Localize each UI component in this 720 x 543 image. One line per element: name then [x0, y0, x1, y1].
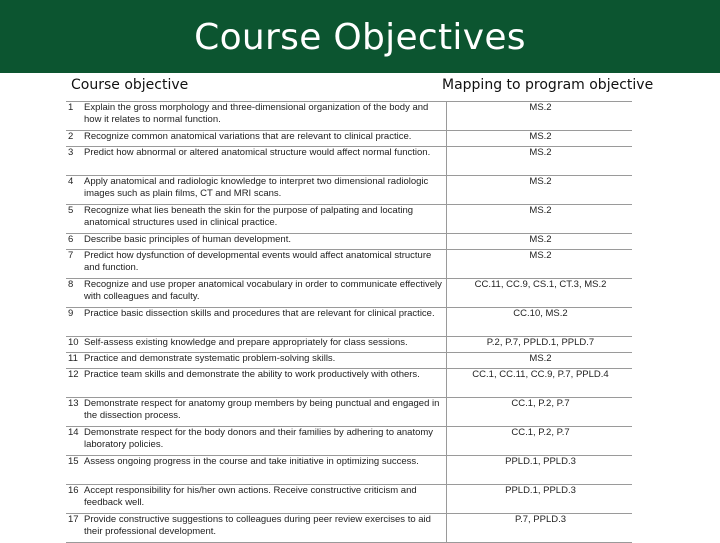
row-number: 1 — [66, 102, 82, 131]
table-row — [66, 250, 632, 279]
mapping-text: CC.1, P.2, P.7 — [447, 427, 633, 456]
table-row — [66, 369, 632, 398]
objective-text: Practice basic dissection skills and procedures that are relevant for clinical practice. — [82, 308, 447, 337]
objective-text: Practice team skills and demonstrate the ability to work productively with others. — [82, 369, 447, 398]
objective-text: Explain the gross morphology and three-dimensional organization of the body and how it relates to normal function. — [82, 102, 447, 131]
table-row — [66, 176, 632, 205]
table-row — [66, 337, 632, 353]
mapping-text: MS.2 — [447, 102, 633, 131]
objectives-table — [66, 101, 632, 543]
row-number: 17 — [66, 514, 82, 543]
table-row — [66, 485, 632, 514]
objective-text: Self-assess existing knowledge and prepare appropriately for class sessions. — [82, 337, 447, 353]
objective-text: Accept responsibility for his/her own actions. Receive constructive criticism and feedback well. — [82, 485, 447, 514]
objective-text: Provide constructive suggestions to colleagues during peer review exercises to aid their professional development. — [82, 514, 447, 543]
row-number: 5 — [66, 205, 82, 234]
row-number: 2 — [66, 131, 82, 147]
page-title: Course Objectives — [194, 17, 526, 58]
row-number: 3 — [66, 147, 82, 176]
mapping-text: P.2, P.7, PPLD.1, PPLD.7 — [447, 337, 633, 353]
mapping-text: MS.2 — [447, 250, 633, 279]
mapping-text: MS.2 — [447, 176, 633, 205]
objective-text: Recognize common anatomical variations that are relevant to clinical practice. — [82, 131, 447, 147]
table-row — [66, 131, 632, 147]
objective-text: Recognize what lies beneath the skin for the purpose of palpating and locating anatomical structures used in clinical practice. — [82, 205, 447, 234]
objective-text: Predict how dysfunction of developmental events would affect anatomical structure and function. — [82, 250, 447, 279]
table-row — [66, 427, 632, 456]
objective-text: Practice and demonstrate systematic problem-solving skills. — [82, 353, 447, 369]
table-row — [66, 102, 632, 131]
mapping-text: CC.10, MS.2 — [447, 308, 633, 337]
objective-text: Apply anatomical and radiologic knowledge to interpret two dimensional radiologic images such as plain films, CT and MRI scans. — [82, 176, 447, 205]
row-number: 9 — [66, 308, 82, 337]
table-row — [66, 147, 632, 176]
table-row — [66, 514, 632, 543]
table-row — [66, 398, 632, 427]
row-number: 6 — [66, 234, 82, 250]
row-number: 4 — [66, 176, 82, 205]
row-number: 13 — [66, 398, 82, 427]
mapping-column-header: Mapping to program objective — [442, 77, 654, 93]
mapping-text: MS.2 — [447, 205, 633, 234]
objective-text: Demonstrate respect for the body donors and their families by adhering to anatomy laboratory policies. — [82, 427, 447, 456]
mapping-text: MS.2 — [447, 234, 633, 250]
row-number: 10 — [66, 337, 82, 353]
row-number: 12 — [66, 369, 82, 398]
row-number: 14 — [66, 427, 82, 456]
objective-text: Predict how abnormal or altered anatomical structure would affect normal function. — [82, 147, 447, 176]
mapping-text: MS.2 — [447, 147, 633, 176]
objective-text: Describe basic principles of human development. — [82, 234, 447, 250]
table-row — [66, 456, 632, 485]
objective-column-header: Course objective — [71, 77, 189, 93]
row-number: 7 — [66, 250, 82, 279]
table-row — [66, 205, 632, 234]
mapping-text: CC.11, CC.9, CS.1, CT.3, MS.2 — [447, 279, 633, 308]
title-banner — [0, 0, 720, 73]
objective-text: Recognize and use proper anatomical vocabulary in order to communicate effectively with colleagues and faculty. — [82, 279, 447, 308]
table-row — [66, 279, 632, 308]
table-row — [66, 308, 632, 337]
mapping-text: CC.1, P.2, P.7 — [447, 398, 633, 427]
row-number: 8 — [66, 279, 82, 308]
mapping-text: PPLD.1, PPLD.3 — [447, 485, 633, 514]
row-number: 15 — [66, 456, 82, 485]
table-row — [66, 234, 632, 250]
mapping-text: MS.2 — [447, 353, 633, 369]
objective-text: Demonstrate respect for anatomy group members by being punctual and engaged in the dissection process. — [82, 398, 447, 427]
table-row — [66, 353, 632, 369]
mapping-text: CC.1, CC.11, CC.9, P.7, PPLD.4 — [447, 369, 633, 398]
mapping-text: P.7, PPLD.3 — [447, 514, 633, 543]
row-number: 16 — [66, 485, 82, 514]
objective-text: Assess ongoing progress in the course and take initiative in optimizing success. — [82, 456, 447, 485]
mapping-text: PPLD.1, PPLD.3 — [447, 456, 633, 485]
row-number: 11 — [66, 353, 82, 369]
mapping-text: MS.2 — [447, 131, 633, 147]
